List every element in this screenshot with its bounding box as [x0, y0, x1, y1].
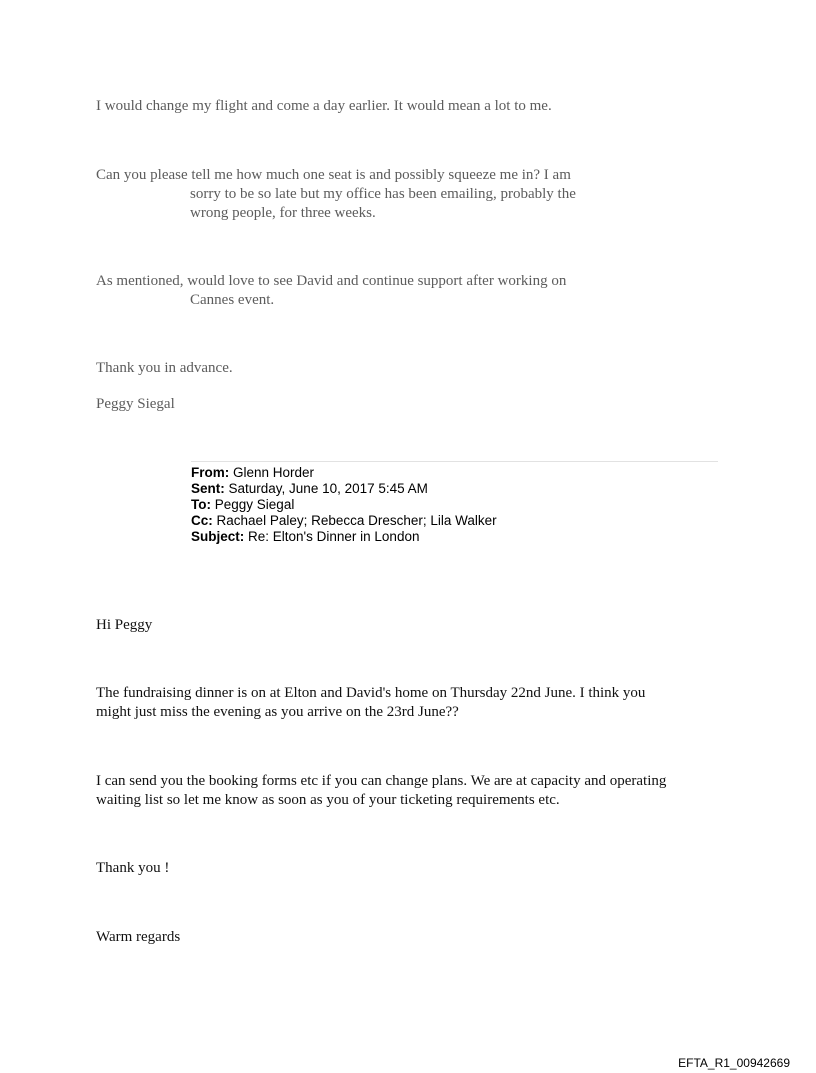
text-line: waiting list so let me know as soon as you of your ticketing requirements etc.: [96, 792, 560, 808]
reply-para-1: [96, 684, 645, 722]
email-header: [191, 461, 718, 545]
header-cc: [191, 513, 718, 529]
text-line: I would change my flight and come a day earlier. It would mean a lot to me.: [96, 98, 552, 114]
quoted-para-3: [96, 272, 566, 310]
header-label: Cc:: [191, 513, 213, 528]
quoted-signature: [96, 395, 175, 414]
header-value: Glenn Horder: [233, 465, 315, 480]
reply-signoff: Warm regards: [96, 929, 181, 945]
text-line: Cannes event.: [190, 292, 275, 308]
quoted-para-4: [96, 359, 233, 378]
header-to: [191, 497, 718, 513]
header-label: Subject:: [191, 529, 245, 544]
header-from: [191, 465, 718, 481]
document-id: EFTA_R1_00942669: [678, 1056, 790, 1070]
header-value: Saturday, June 10, 2017 5:45 AM: [228, 481, 428, 496]
text-line: Peggy Siegal: [96, 396, 175, 412]
reply-greeting: Hi Peggy: [96, 617, 153, 633]
header-label: From:: [191, 465, 230, 480]
header-value: Re: Elton's Dinner in London: [248, 529, 420, 544]
reply-para-2: [96, 772, 666, 810]
text-line: Thank you in advance.: [96, 360, 233, 376]
quoted-para-2: [96, 166, 576, 223]
header-value: Rachael Paley; Rebecca Drescher; Lila Walker: [216, 513, 497, 528]
header-label: Sent:: [191, 481, 225, 496]
quoted-para-1: [96, 97, 552, 116]
text-line: wrong people, for three weeks.: [190, 205, 376, 221]
header-sent: [191, 481, 718, 497]
text-line: As mentioned, would love to see David and continue support after working on: [96, 273, 567, 289]
header-label: To:: [191, 497, 211, 512]
text-line: sorry to be so late but my office has been emailing, probably the: [190, 186, 576, 202]
text-line: might just miss the evening as you arrive on the 23rd June??: [96, 704, 459, 720]
text-line: The fundraising dinner is on at Elton and David's home on Thursday 22nd June. I think you: [96, 685, 646, 701]
reply-thanks: Thank you !: [96, 860, 170, 876]
header-subject: [191, 529, 718, 545]
header-value: Peggy Siegal: [214, 497, 295, 512]
text-line: I can send you the booking forms etc if you can change plans. We are at capacity and operating: [96, 773, 667, 789]
text-line: Can you please tell me how much one seat is and possibly squeeze me in? I am: [96, 167, 571, 183]
